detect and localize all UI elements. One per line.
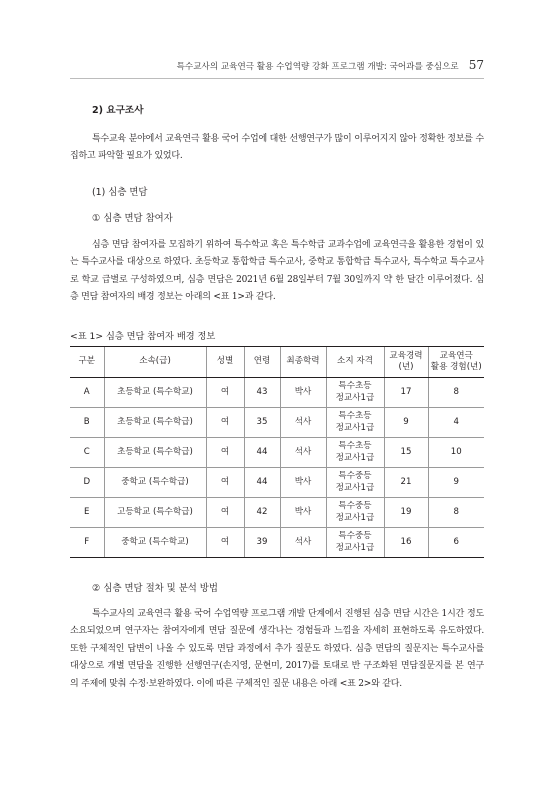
- table-cell: 9: [428, 468, 484, 498]
- table-cell: 16: [384, 528, 428, 558]
- table-cell: 특수중등 정교사1급: [326, 498, 384, 528]
- table-cell: 박사: [280, 498, 326, 528]
- column-header: 소지 자격: [326, 347, 384, 378]
- table-cell: 특수중등 정교사1급: [326, 468, 384, 498]
- column-header: 연령: [244, 347, 280, 378]
- table-cell: 특수초등 정교사1급: [326, 378, 384, 408]
- table-cell: 여: [206, 498, 244, 528]
- column-header: 교육경력 (년): [384, 347, 428, 378]
- table-cell: 중학교 (특수학교): [104, 528, 206, 558]
- table-cell: 44: [244, 468, 280, 498]
- table-cell: C: [70, 438, 104, 468]
- table-cell: 19: [384, 498, 428, 528]
- table-cell: 특수초등 정교사1급: [326, 408, 384, 438]
- header-rule: [70, 78, 484, 79]
- table-cell: F: [70, 528, 104, 558]
- table-cell: 중학교 (특수학급): [104, 468, 206, 498]
- table-row: [70, 438, 484, 468]
- table-body: [70, 378, 484, 558]
- table-cell: E: [70, 498, 104, 528]
- table-cell: A: [70, 378, 104, 408]
- table-cell: 여: [206, 528, 244, 558]
- page-number: 57: [468, 58, 484, 72]
- table-cell: 여: [206, 468, 244, 498]
- table-header-row: [70, 347, 484, 378]
- table-cell: B: [70, 408, 104, 438]
- table-caption: <표 1> 심층 면담 참여자 배경 정보: [70, 331, 216, 342]
- table-cell: 고등학교 (특수학급): [104, 498, 206, 528]
- table-cell: 44: [244, 438, 280, 468]
- table-cell: 10: [428, 438, 484, 468]
- section-title: 2) 요구조사: [92, 105, 144, 116]
- table-cell: 박사: [280, 468, 326, 498]
- running-title: 특수교사의 교육연극 활용 수업역량 강화 프로그램 개발: 국어과를 중심으로: [176, 62, 459, 72]
- table-cell: 17: [384, 378, 428, 408]
- running-header: [177, 58, 484, 72]
- table-cell: 39: [244, 528, 280, 558]
- table-cell: 박사: [280, 378, 326, 408]
- column-header: 최종학력: [280, 347, 326, 378]
- table-row: [70, 468, 484, 498]
- table-cell: 여: [206, 378, 244, 408]
- table-cell: 여: [206, 408, 244, 438]
- table-cell: 42: [244, 498, 280, 528]
- column-header: 성별: [206, 347, 244, 378]
- table-cell: 43: [244, 378, 280, 408]
- table-cell: 21: [384, 468, 428, 498]
- table-row: [70, 408, 484, 438]
- table-row: [70, 498, 484, 528]
- table-cell: 9: [384, 408, 428, 438]
- table-cell: 8: [428, 378, 484, 408]
- table-cell: 석사: [280, 408, 326, 438]
- table-cell: 석사: [280, 528, 326, 558]
- column-header: 구분: [70, 347, 104, 378]
- table-cell: D: [70, 468, 104, 498]
- table-cell: 특수초등 정교사1급: [326, 438, 384, 468]
- table-cell: 석사: [280, 438, 326, 468]
- table-cell: 초등학교 (특수학교): [104, 378, 206, 408]
- table-cell: 여: [206, 438, 244, 468]
- participant-table: [70, 346, 484, 558]
- procedure-paragraph: 특수교사의 교육연극 활용 국어 수업역량 프로그램 개발 단계에서 진행된 심층 면담 시간은 1시간 정도 소요되었으며 연구자는 참여자에게 면담 질문에 생각나는 경험들과 느낌을 자세히 표현하도록 유도하였다. 또한 구체적인 답변이 나올 수 있도록 면담 과정에서 추가 질문도 하였다. 심층 면담의 질문지는 특수교사를 대상으로 개별 면담을 진행한 선행연구(손지영, 문현미, 2017)를 토대로 반 구조화된 면담질문지를 본 연구의 주제에 맞춰 수정·보완하였다. 이에 따른 구체적인 질문 내용은 아래 <표 2>와 같다.: [70, 609, 484, 689]
- table-row: [70, 528, 484, 558]
- section-intro: 특수교육 분야에서 교육연극 활용 국어 수업에 대한 선행연구가 많이 이루어지지 않아 정확한 정보를 수집하고 파악할 필요가 있었다.: [70, 134, 484, 162]
- table-cell: 특수중등 정교사1급: [326, 528, 384, 558]
- table-cell: 8: [428, 498, 484, 528]
- subsection-title: (1) 심층 면담: [92, 187, 148, 198]
- participants-paragraph: 심층 면담 참여자를 모집하기 위하여 특수학교 혹은 특수학급 교과수업에 교육연극을 활용한 경험이 있는 특수교사를 대상으로 하였다. 초등학교 통합학급 특수교사, 중학교 통합학급 특수교사, 특수학교 특수교사로 학교 급별로 구성하였으며, 심층 면담은 2021년 6월 28일부터 7월 30일까지 약 한 달간 이루어졌다. 심층 면담 참여자의 배경 정보는 아래의 <표 1>과 같다.: [70, 240, 484, 303]
- table-cell: 초등학교 (특수학급): [104, 438, 206, 468]
- procedure-heading: ② 심층 면담 절차 및 분석 방법: [92, 583, 218, 594]
- table-cell: 15: [384, 438, 428, 468]
- table-cell: 6: [428, 528, 484, 558]
- column-header: 소속(급): [104, 347, 206, 378]
- participants-heading: ① 심층 면담 참여자: [92, 213, 173, 224]
- table-cell: 초등학교 (특수학급): [104, 408, 206, 438]
- table-row: [70, 378, 484, 408]
- table-cell: 35: [244, 408, 280, 438]
- column-header: 교육연극 활용 경험(년): [428, 347, 484, 378]
- table-cell: 4: [428, 408, 484, 438]
